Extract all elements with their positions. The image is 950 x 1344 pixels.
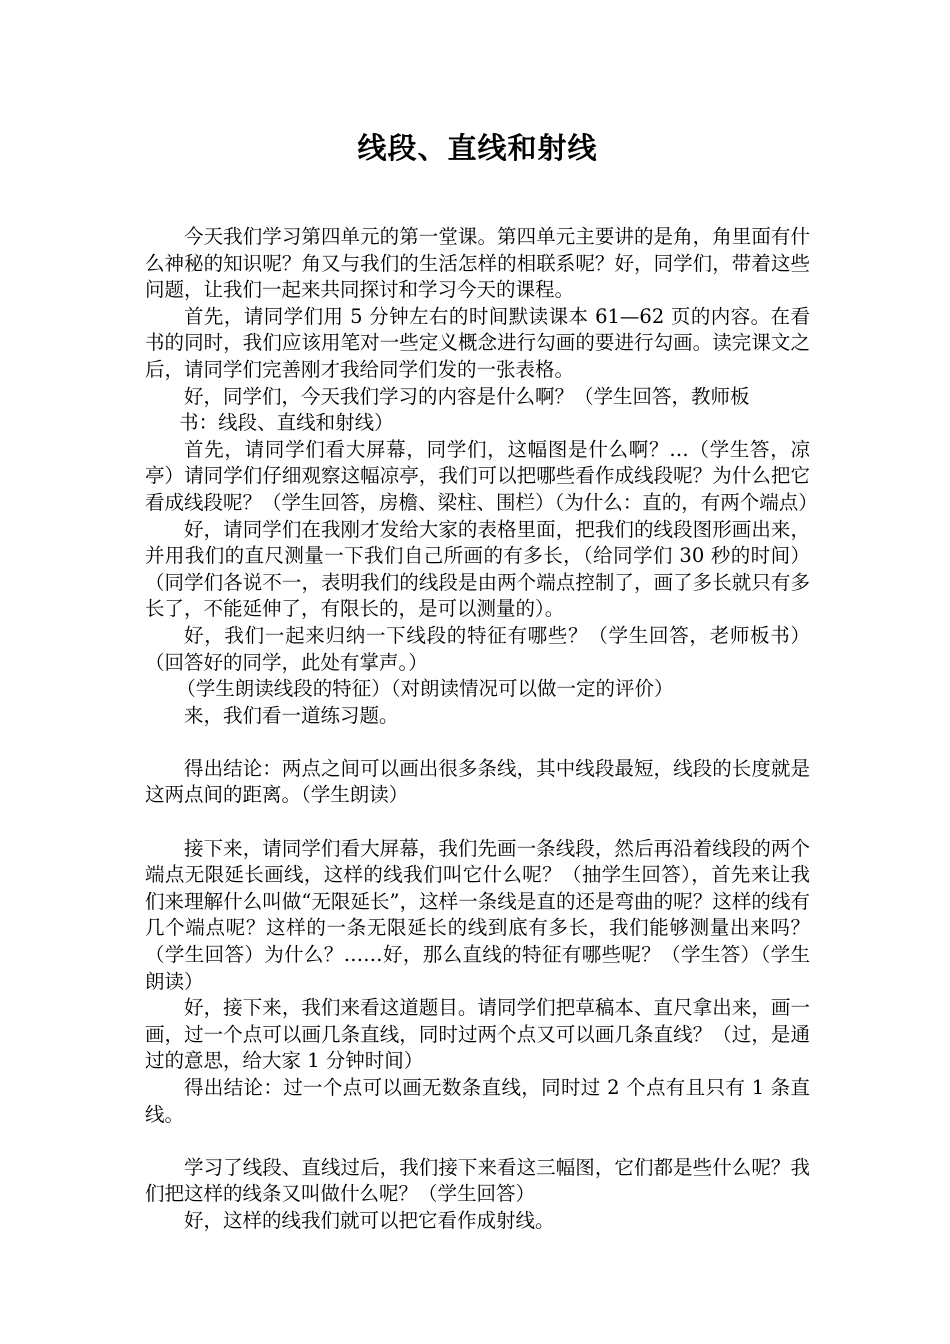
paragraph-board: 书：线段、直线和射线） [179,411,394,435]
paragraph-draw-segment: 好，请同学们在我刚才发给大家的表格里面，把我们的线段图形画出来，并用我们的直尺测量一下我们自己所画的有多长，（给同学们 30 秒的时间）（同学们各说不一，表明我们的线段是由两个端点控制了，画了多长就只有多长了，不能延伸了，有限长的，是可以测量的）。 [145,517,810,621]
blank-line [145,809,810,836]
paragraph-ray: 好，这样的线我们就可以把它看作成射线。 [184,1208,555,1232]
paragraph-exercise: 来，我们看一道练习题。 [184,703,399,727]
paragraph-pavilion: 首先，请同学们看大屏幕，同学们，这幅图是什么啊？…（学生答，凉亭）请同学们仔细观察这幅凉亭，我们可以把哪些看作成线段呢？为什么把它看成线段呢？（学生回答，房檐、梁柱、围栏）（为什么：直的，有两个端点） [145,437,818,514]
paragraph-line-intro: 接下来，请同学们看大屏幕，我们先画一条线段，然后再沿着线段的两个端点无限延长画线，这样的线我们叫它什么呢？（抽学生回答），首先来让我们来理解什么叫做“无限延长”，这样一条线是直的还是弯曲的呢？这样的线有几个端点呢？这样的一条无限延长的线到底有多长，我们能够测量出来吗？（学生回答）为什么？……好，那么直线的特征有哪些呢？（学生答）（学生朗读） [145,836,810,993]
document-title: 线段、直线和射线 [357,131,598,165]
document-page [145,128,818,1235]
paragraph-ray-intro: 学习了线段、直线过后，我们接下来看这三幅图，它们都是些什么呢？我们把这样的线条又叫做什么呢？（学生回答） [145,1155,810,1206]
paragraph-read-features: （学生朗读线段的特征）（对朗读情况可以做一定的评价） [176,677,674,701]
paragraph-conclusion-line: 得出结论：过一个点可以画无数条直线，同时过 2 个点有且只有 1 条直线。 [145,1076,810,1126]
paragraph-segment-features: 好，我们一起来归纳一下线段的特征有哪些？（学生回答，老师板书）（回答好的同学，此处有掌声。） [145,623,810,674]
blank-line [145,729,810,756]
paragraph-reading: 首先，请同学们用 5 分钟左右的时间默读课本 61—62 页的内容。在看书的同时，我们应该用笔对一些定义概念进行勾画的要进行勾画。读完课文之后，请同学们完善刚才我给同学们发的一张表格。 [145,304,810,381]
paragraph-question: 好，同学们，今天我们学习的内容是什么啊？（学生回答，教师板 [184,384,750,408]
blank-line [145,1128,810,1155]
paragraph-conclusion-segment: 得出结论：两点之间可以画出很多条线，其中线段最短，线段的长度就是这两点间的距离。（学生朗读） [145,756,810,807]
paragraph-line-exercise: 好，接下来，我们来看这道题目。请同学们把草稿本、直尺拿出来，画一画，过一个点可以画几条直线，同时过两个点又可以画几条直线？（过，是通过的意思，给大家 1 分钟时间） [145,996,810,1073]
paragraph-intro: 今天我们学习第四单元的第一堂课。第四单元主要讲的是角，角里面有什么神秘的知识呢？角又与我们的生活怎样的相联系呢？好，同学们，带着这些问题，让我们一起来共同探讨和学习今天的课程。 [145,225,810,302]
